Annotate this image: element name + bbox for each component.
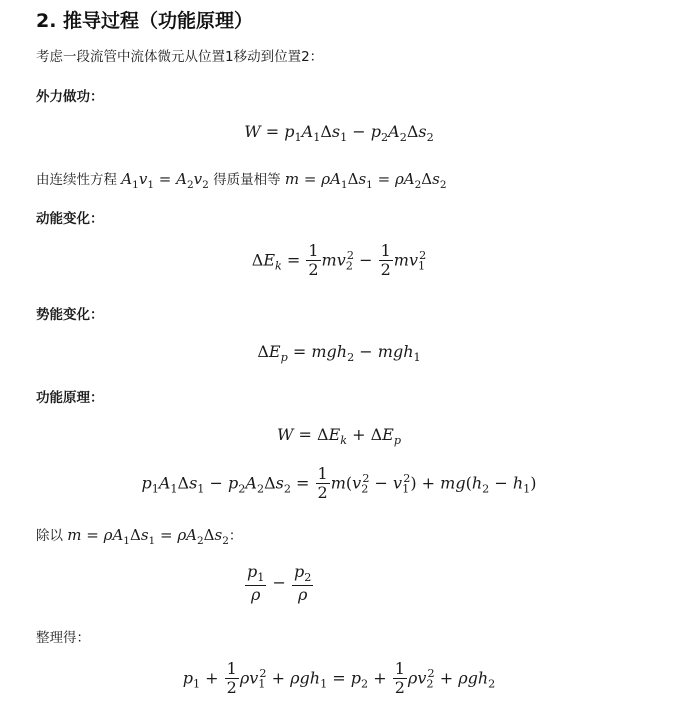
principle-label: 功能原理： [36,390,104,406]
divide-line [36,524,242,547]
divide-equation: $m = \rho A_1\Delta s_1 = \rho A_2\Delta s_2$ [67,526,229,547]
potential-label: 势能变化： [36,307,104,323]
intro-text: 考虑一段流管中流体微元从位置1移动到位置2： [36,49,324,65]
pressure-ratio-expression: $\frac{p_1}{\rho}$ − $\frac{p_2}{\rho}$ [247,562,312,605]
section-heading: 2. 推导过程（功能原理） [36,10,254,32]
principle-equation: $W = \Delta E_k + \Delta E_p$ [276,425,402,448]
bernoulli-equation: $p_1$ + $\frac{1}{2}$ $\rho v_1^2 + \rho gh_1 = p_2$ + $\frac{1}{2}$ $\rho v_2^2 + \rho gh_2$ [182,659,496,698]
divide-prefix: 除以 [36,528,63,544]
kinetic-equation: $\Delta E_k$ = $\frac{1}{2}$ $mv_2^2$ − $\frac{1}{2}$ $mv_1^2$ [251,241,427,280]
divide-suffix: ： [228,528,243,544]
continuity-equation: $A_1v_1 = A_2v_2$ [121,170,209,191]
continuity-line [36,168,447,191]
kinetic-label: 动能变化： [36,211,104,227]
mass-equation: $m = \rho A_1\Delta s_1 = \rho A_2\Delta s_2$ [284,170,447,191]
continuity-mid: 得质量相等 [213,172,281,188]
continuity-prefix: 由连续性方程 [36,172,117,188]
expanded-equation: $p_1A_1\Delta s_1 - p_2A_2\Delta s_2$ = $\frac{1}{2}$ $m(v_2^2 - v_1^2) + mg(h_2 - h_1)$ [141,464,537,503]
work-equation: $W = p_1A_1\Delta s_1 - p_2A_2\Delta s_2$ [244,122,434,145]
potential-equation: $\Delta E_p = mgh_2 - mgh_1$ [257,342,421,365]
arrange-label: 整理得： [36,630,90,646]
work-label: 外力做功： [36,89,104,105]
